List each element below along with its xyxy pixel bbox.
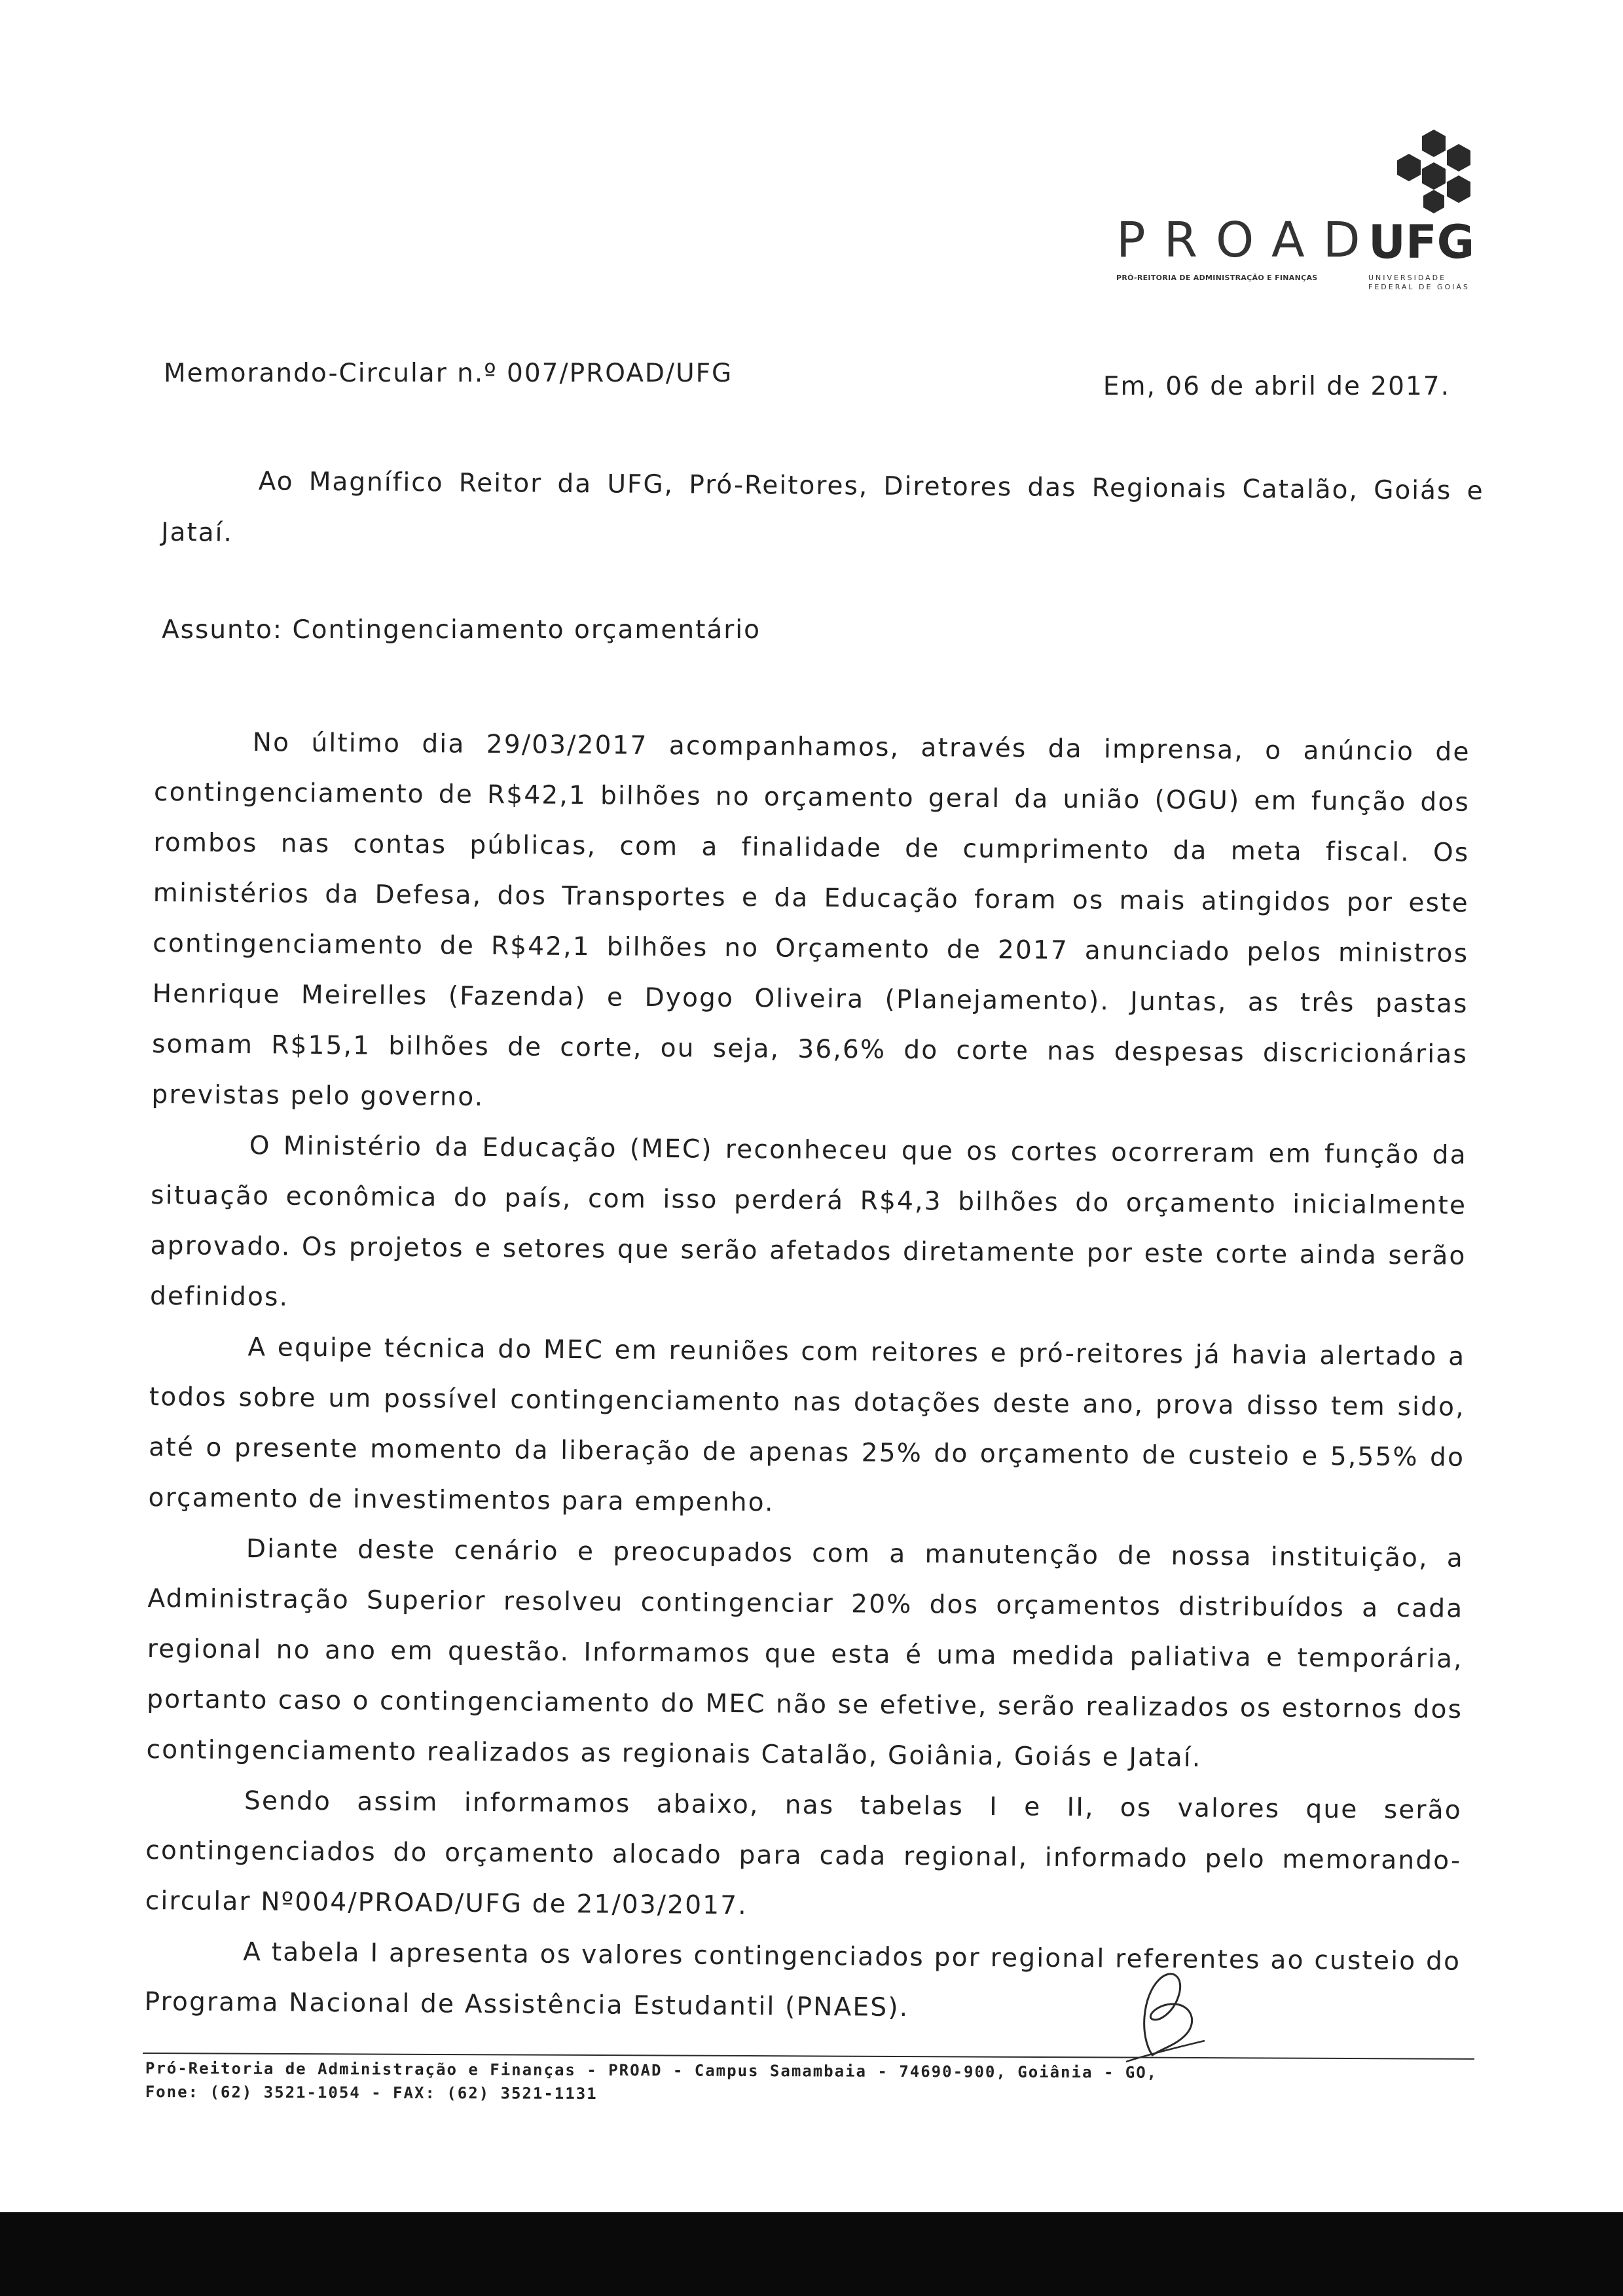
ufg-title: UFG xyxy=(1368,215,1475,269)
body-paragraph: O Ministério da Educação (MEC) reconheceu que os cortes ocorreram em função da situação econômica do país, com isso perderá R$4,3 bilhões do orçamento inicialmente aprovado. Os projetos e setores que serão afetados diretamente por este corte ainda serão definidos. xyxy=(149,1131,1467,1312)
memo-header xyxy=(164,359,1473,404)
subject-line: Assunto: Contingenciamento orçamentário xyxy=(162,615,761,645)
scan-background xyxy=(0,2212,1623,2296)
proad-subtitle: PRÓ-REITORIA DE ADMINISTRAÇÃO E FINANÇAS xyxy=(1116,274,1318,282)
body-paragraph: Sendo assim informamos abaixo, nas tabelas I e II, os valores que serão contingenciados do orçamento alocado para cada regional, informado pelo memorando-circular Nº004/PROAD/UFG de 21/03/2017. xyxy=(145,1786,1463,1921)
ufg-subtitle xyxy=(1368,274,1473,293)
letterhead xyxy=(1106,124,1499,308)
footer-address: Pró-Reitoria de Administração e Finanças - PROAD - Campus Samambaia - 74690-900, Goiânia - GO, xyxy=(145,2059,1158,2082)
body-paragraph: Diante deste cenário e preocupados com a manutenção de nossa instituição, a Administração Superior resolveu contingenciar 20% dos orçamentos distribuídos a cada regional no ano em questão. Informamos que esta é uma medida paliativa e temporária, portanto caso o contingenciamento do MEC não se efetive, serão realizados os estornos dos contingenciamento realizados as regionais Catalão, Goiânia, Goiás e Jataí. xyxy=(146,1534,1465,1773)
body-paragraph: A equipe técnica do MEC em reuniões com reitores e pró-reitores já havia alertado a todos sobre um possível contingenciamento nas dotações deste ano, prova disso tem sido, até o presente momento da liberação de apenas 25% do orçamento de custeio e 5,55% do orçamento de investimentos para empenho. xyxy=(148,1333,1466,1518)
footer-phone: Fone: (62) 3521-1054 - FAX: (62) 3521-1131 xyxy=(145,2082,598,2104)
memo-body xyxy=(144,717,1470,2037)
footer xyxy=(145,2056,1481,2109)
addressee: Ao Magnífico Reitor da UFG, Pró-Reitores, Diretores das Regionais Catalão, Goiás e Jataí. xyxy=(160,467,1484,548)
hexagon-cluster-icon xyxy=(1388,124,1480,223)
ufg-subtitle-line1: UNIVERSIDADE xyxy=(1368,274,1447,282)
body-paragraph: A tabela I apresenta os valores contingenciados por regional referentes ao custeio do Programa Nacional de Assistência Estudantil (PNAES). xyxy=(144,1937,1461,2023)
proad-title: PROAD xyxy=(1116,212,1379,268)
ufg-subtitle-line2: FEDERAL DE GOIÁS xyxy=(1368,283,1470,292)
memo-date: Em, 06 de abril de 2017. xyxy=(1103,372,1450,401)
memo-number: Memorando-Circular n.º 007/PROAD/UFG xyxy=(164,359,733,388)
handwritten-signature xyxy=(1113,1957,1218,2068)
body-paragraph: No último dia 29/03/2017 acompanhamos, através da imprensa, o anúncio de contingenciamento de R$42,1 bilhões no orçamento geral da união (OGU) em função dos rombos nas contas públicas, com a finalidade de cumprimento da meta fiscal. Os ministérios da Defesa, dos Transportes e da Educação foram os mais atingidos por este contingenciamento de R$42,1 bilhões no Orçamento de 2017 anunciado pelos ministros Henrique Meirelles (Fazenda) e Dyogo Oliveira (Planejamento). Juntas, as três pastas somam R$15,1 bilhões de corte, ou seja, 36,6% do corte nas despesas discricionárias previstas pelo governo. xyxy=(151,728,1470,1112)
